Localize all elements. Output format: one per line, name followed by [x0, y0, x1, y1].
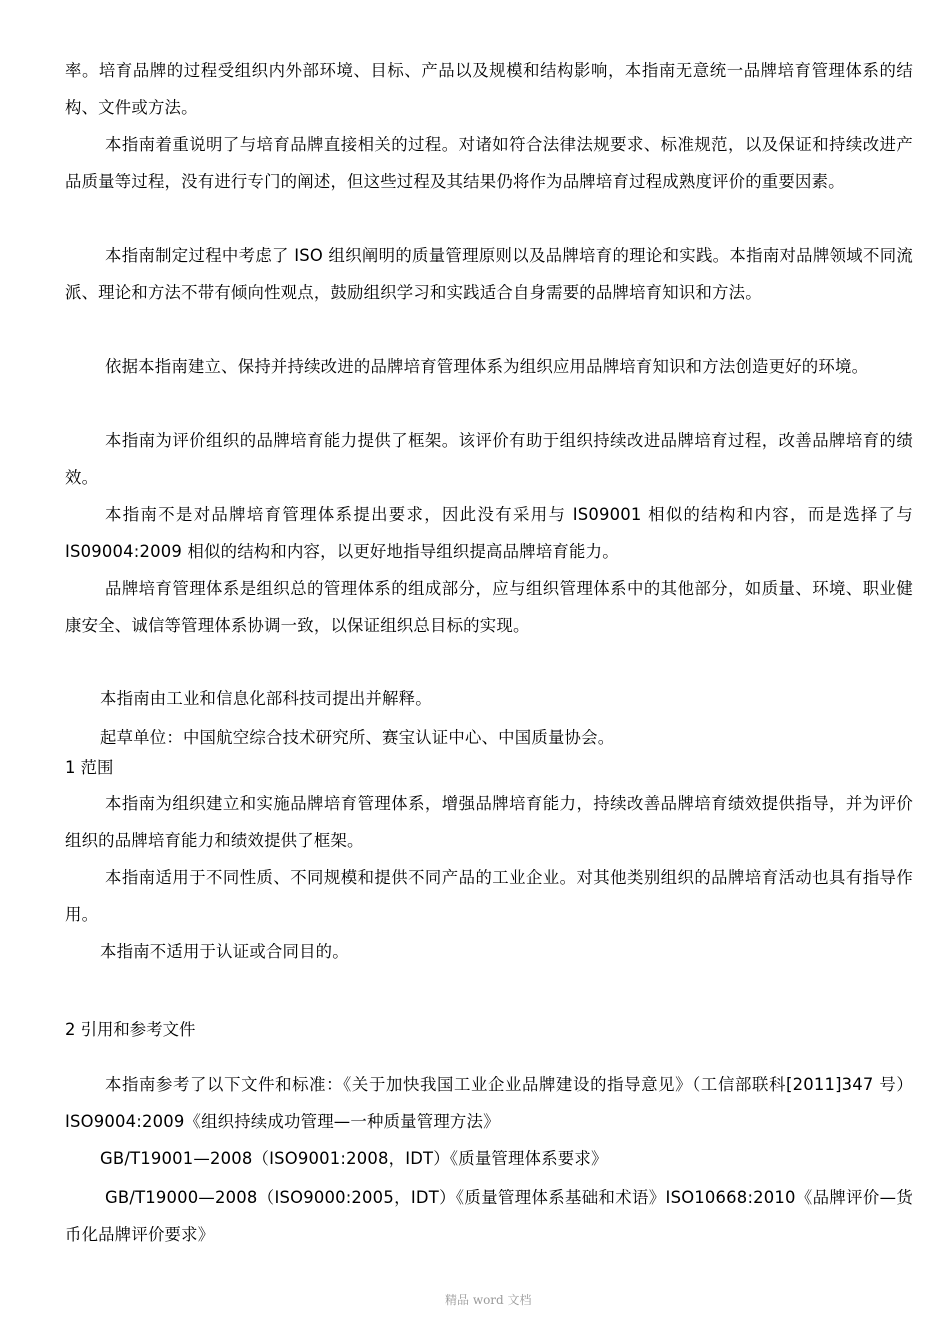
- footer-watermark: 精品 word 文档: [445, 1293, 532, 1307]
- paragraph-scope-3: 本指南不适用于认证或合同目的。: [100, 942, 349, 961]
- paragraph-scope-2: 本指南适用于不同性质、不同规模和提供不同产品的工业企业。对其他类别组织的品牌培育活动也具有指导作用。: [65, 868, 913, 924]
- paragraph-environment: 依据本指南建立、保持并持续改进的品牌培育管理体系为组织应用品牌培育知识和方法创造更好的环境。: [105, 357, 869, 376]
- paragraph-references-1: 本指南参考了以下文件和标准：《关于加快我国工业企业品牌建设的指导意见》（工信部联科[2011]347 号）ISO9004:2009《组织持续成功管理—一种质量管理方法》: [65, 1075, 913, 1131]
- section-heading-scope: 1 范围: [65, 758, 114, 777]
- paragraph-intro-continued: 率。培育品牌的过程受组织内外部环境、目标、产品以及规模和结构影响，本指南无意统一品牌培育管理体系的结构、文件或方法。: [65, 61, 913, 117]
- paragraph-scope-1: 本指南为组织建立和实施品牌培育管理体系，增强品牌培育能力，持续改善品牌培育绩效提供指导，并为评价组织的品牌培育能力和绩效提供了框架。: [65, 794, 913, 850]
- paragraph-proposer: 本指南由工业和信息化部科技司提出并解释。: [100, 689, 432, 708]
- paragraph-drafting-units: 起草单位：中国航空综合技术研究所、赛宝认证中心、中国质量协会。: [100, 728, 615, 747]
- paragraph-iso-principles: 本指南制定过程中考虑了 ISO 组织阐明的质量管理原则以及品牌培育的理论和实践。本指南对品牌领域不同流派、理论和方法不带有倾向性观点，鼓励组织学习和实践适合自身需要的品牌培育知识和方法。: [65, 246, 913, 302]
- paragraph-references-3: GB/T19000—2008（ISO9000:2005，IDT）《质量管理体系基础和术语》ISO10668:2010《品牌评价—货币化品牌评价要求》: [65, 1188, 913, 1244]
- paragraph-references-2: GB/T19001—2008（ISO9001:2008，IDT）《质量管理体系要求》: [100, 1149, 608, 1168]
- paragraph-framework: 本指南为评价组织的品牌培育能力提供了框架。该评价有助于组织持续改进品牌培育过程，改善品牌培育的绩效。: [65, 431, 913, 487]
- paragraph-structure: 本指南不是对品牌培育管理体系提出要求，因此没有采用与 IS09001 相似的结构和内容，而是选择了与 IS09004:2009 相似的结构和内容，以更好地指导组织提高品牌培育能力。: [65, 505, 913, 561]
- paragraph-brand-process: 本指南着重说明了与培育品牌直接相关的过程。对诸如符合法律法规要求、标准规范，以及保证和持续改进产品质量等过程，没有进行专门的阐述，但这些过程及其结果仍将作为品牌培育过程成熟度评价的重要因素。: [65, 135, 913, 191]
- section-heading-references: 2 引用和参考文件: [65, 1020, 196, 1039]
- paragraph-management-system: 品牌培育管理体系是组织总的管理体系的组成部分，应与组织管理体系中的其他部分，如质量、环境、职业健康安全、诚信等管理体系协调一致，以保证组织总目标的实现。: [65, 579, 913, 635]
